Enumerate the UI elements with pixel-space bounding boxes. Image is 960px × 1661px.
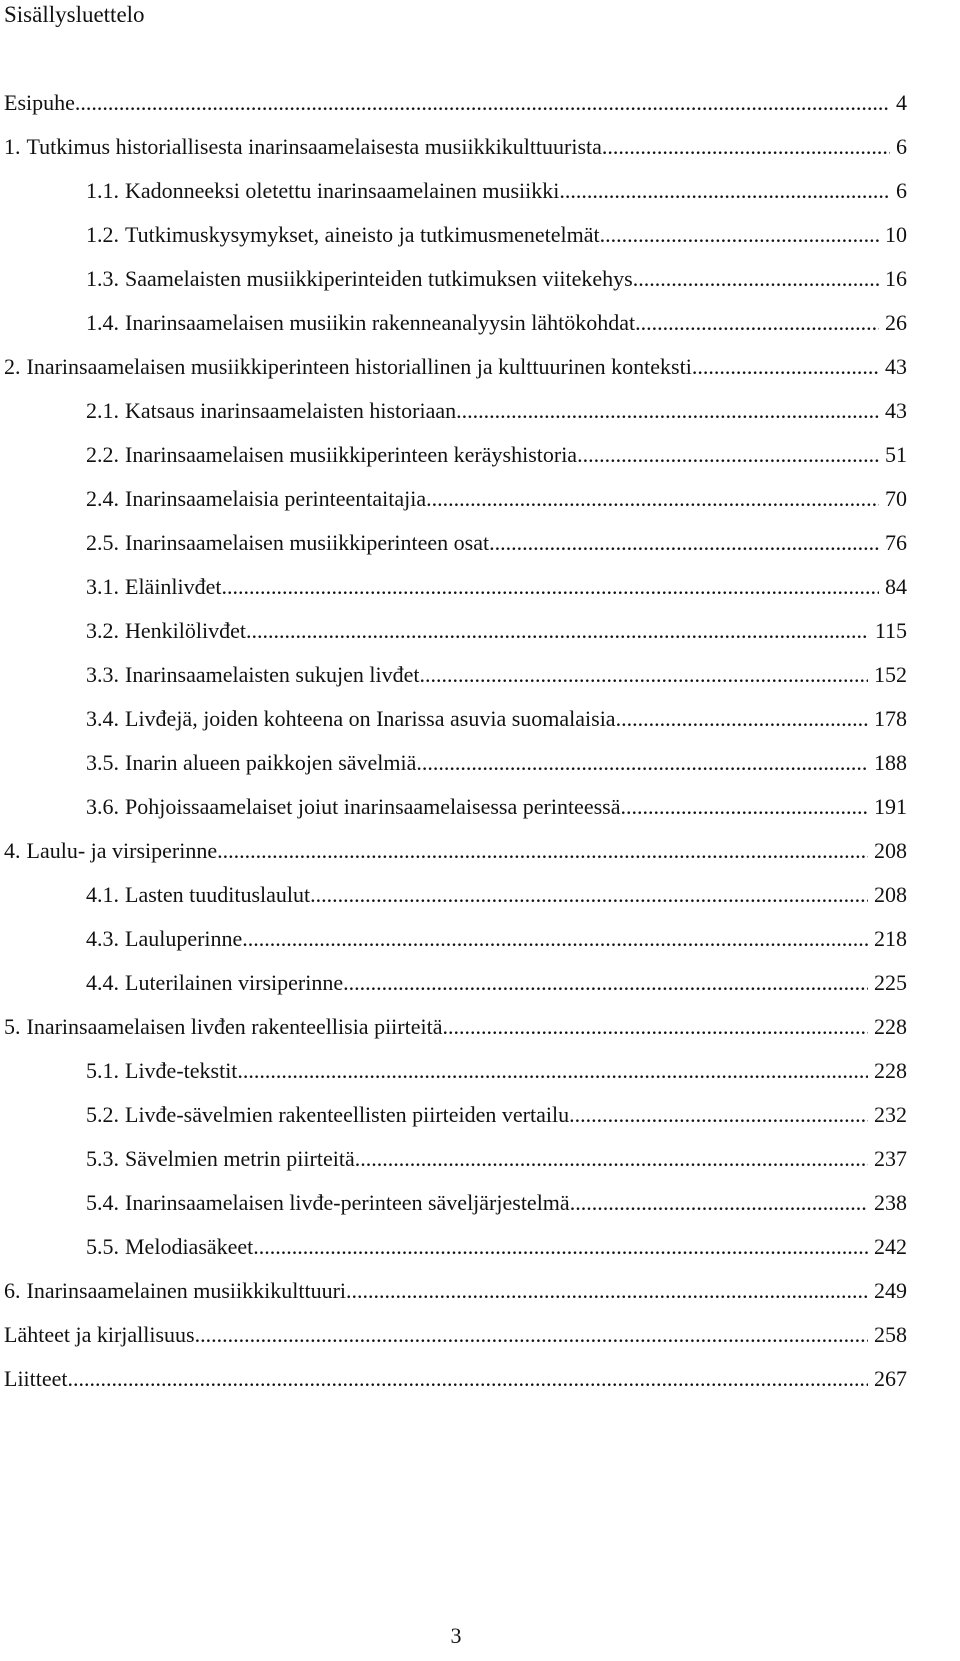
toc-entry-number: 3.3. xyxy=(86,662,119,687)
toc-entry-page: 237 xyxy=(874,1146,907,1171)
toc-entry-number: 2.1. xyxy=(86,398,119,423)
toc-entry[interactable] xyxy=(4,616,907,660)
toc-entry[interactable] xyxy=(4,1320,907,1364)
toc-entry-page: 43 xyxy=(885,398,907,423)
dot-leader xyxy=(456,396,879,426)
toc-entry-page: 191 xyxy=(874,794,907,819)
toc-entry-page: 10 xyxy=(885,222,907,247)
toc-entry-number: 6. xyxy=(4,1278,21,1303)
dot-leader xyxy=(577,440,879,470)
toc-entry-title: Tutkimus historiallisesta inarinsaamelaisesta musiikkikulttuurista xyxy=(26,134,602,159)
toc-entry-page: 178 xyxy=(874,706,907,731)
toc-entry-title: Kadonneeksi oletettu inarinsaamelainen musiikki xyxy=(125,178,560,203)
dot-leader xyxy=(222,572,879,602)
toc-entry-page: 70 xyxy=(885,486,907,511)
toc-entry-number: 5.2. xyxy=(86,1102,119,1127)
toc-entry-page: 115 xyxy=(874,618,907,643)
toc-entry[interactable] xyxy=(4,484,907,528)
toc-entry[interactable] xyxy=(4,1012,907,1056)
toc-entry-title: Inarinsaamelaisen musiikin rakenneanalyysin lähtökohdat xyxy=(125,310,636,335)
toc-entry-title: Lähteet ja kirjallisuus xyxy=(4,1322,195,1347)
dot-leader xyxy=(426,484,879,514)
toc-entry-number: 1.1. xyxy=(86,178,119,203)
toc-entry[interactable] xyxy=(4,440,907,484)
toc-entry-title: Livđejä, joiden kohteena on Inarissa asuvia suomalaisia xyxy=(125,706,616,731)
dot-leader xyxy=(68,1364,868,1394)
toc-entry[interactable] xyxy=(4,660,907,704)
dot-leader xyxy=(419,660,868,690)
page-title: Sisällysluettelo xyxy=(4,2,145,27)
toc-entry-title: Luterilainen virsiperinne xyxy=(125,970,344,995)
toc-entry[interactable] xyxy=(4,352,907,396)
toc-entry-title: Henkilölivđet xyxy=(125,618,246,643)
toc-entry[interactable] xyxy=(4,176,907,220)
toc-entry-page: 258 xyxy=(874,1322,907,1347)
toc-entry[interactable] xyxy=(4,396,907,440)
dot-leader xyxy=(633,264,879,294)
dot-leader xyxy=(616,704,868,734)
toc-entry[interactable] xyxy=(4,88,907,132)
dot-leader xyxy=(600,220,879,250)
toc-entry-page: 249 xyxy=(874,1278,907,1303)
page-number: 3 xyxy=(450,1623,462,1648)
dot-leader xyxy=(310,880,868,910)
toc-entry-number: 3.2. xyxy=(86,618,119,643)
toc-entry-number: 4.4. xyxy=(86,970,119,995)
dot-leader xyxy=(692,352,879,382)
toc-entry[interactable] xyxy=(4,1100,907,1144)
toc-entry-page: 6 xyxy=(896,178,907,203)
toc-entry[interactable] xyxy=(4,704,907,748)
toc-entry-number: 2. xyxy=(4,354,21,379)
toc-entry[interactable] xyxy=(4,1188,907,1232)
toc-entry-number: 1. xyxy=(4,134,21,159)
toc-entry-page: 26 xyxy=(885,310,907,335)
dot-leader xyxy=(635,308,879,338)
toc-entry-page: 238 xyxy=(874,1190,907,1215)
toc-entry-number: 1.4. xyxy=(86,310,119,335)
toc-entry-page: 16 xyxy=(885,266,907,291)
toc-entry-title: Melodiasäkeet xyxy=(125,1234,254,1259)
toc-entry-number: 4.1. xyxy=(86,882,119,907)
toc-entry-title: Katsaus inarinsaamelaisten historiaan xyxy=(125,398,457,423)
toc-entry-title: Pohjoissaamelaiset joiut inarinsaamelaisessa perinteessä xyxy=(125,794,621,819)
toc-entry[interactable] xyxy=(4,220,907,264)
toc-entry-number: 1.2. xyxy=(86,222,119,247)
toc-entry-number: 1.3. xyxy=(86,266,119,291)
toc-entry-title: Inarinsaamelaisten sukujen livđet xyxy=(125,662,420,687)
table-of-contents xyxy=(4,88,907,1408)
toc-entry-number: 3.5. xyxy=(86,750,119,775)
dot-leader xyxy=(569,1100,868,1130)
toc-entry-title: Inarinsaamelaisen musiikkiperinteen historiallinen ja kulttuurinen konteksti xyxy=(26,354,692,379)
toc-entry[interactable] xyxy=(4,1232,907,1276)
toc-entry-number: 5.4. xyxy=(86,1190,119,1215)
toc-entry-title: Esipuhe xyxy=(4,90,75,115)
toc-entry[interactable] xyxy=(4,924,907,968)
toc-entry-page: 4 xyxy=(896,90,907,115)
toc-entry-page: 228 xyxy=(874,1014,907,1039)
toc-entry-page: 228 xyxy=(874,1058,907,1083)
toc-entry[interactable] xyxy=(4,308,907,352)
toc-entry[interactable] xyxy=(4,792,907,836)
dot-leader xyxy=(343,968,868,998)
toc-entry-title: Inarinsaamelaisia perinteentaitajia xyxy=(125,486,427,511)
toc-entry-number: 4. xyxy=(4,838,21,863)
toc-entry-number: 2.4. xyxy=(86,486,119,511)
toc-entry-title: Lauluperinne xyxy=(125,926,243,951)
toc-entry[interactable] xyxy=(4,836,907,880)
toc-entry-title: Eläinlivđet xyxy=(125,574,222,599)
toc-entry-number: 3.4. xyxy=(86,706,119,731)
toc-entry-page: 267 xyxy=(874,1366,907,1391)
dot-leader xyxy=(246,616,869,646)
toc-entry-number: 2.5. xyxy=(86,530,119,555)
dot-leader xyxy=(443,1012,869,1042)
toc-entry[interactable] xyxy=(4,528,907,572)
dot-leader xyxy=(195,1320,868,1350)
dot-leader xyxy=(253,1232,868,1262)
toc-entry[interactable] xyxy=(4,264,907,308)
toc-entry-page: 84 xyxy=(885,574,907,599)
toc-entry-number: 5. xyxy=(4,1014,21,1039)
dot-leader xyxy=(217,836,868,866)
toc-entry-title: Livđe-sävelmien rakenteellisten piirteiden vertailu xyxy=(125,1102,570,1127)
toc-entry[interactable] xyxy=(4,880,907,924)
toc-entry-title: Inarinsaamelaisen musiikkiperinteen keräyshistoria xyxy=(125,442,578,467)
toc-entry-page: 76 xyxy=(885,530,907,555)
toc-entry-page: 152 xyxy=(874,662,907,687)
toc-entry-title: Inarinsaamelainen musiikkikulttuuri xyxy=(26,1278,347,1303)
toc-entry-title: Liitteet xyxy=(4,1366,68,1391)
toc-entry-title: Saamelaisten musiikkiperinteiden tutkimuksen viitekehys xyxy=(125,266,633,291)
dot-leader xyxy=(237,1056,868,1086)
toc-entry-title: Inarinsaamelaisen livđen rakenteellisia piirteitä xyxy=(26,1014,443,1039)
toc-entry-page: 208 xyxy=(874,838,907,863)
dot-leader xyxy=(355,1144,868,1174)
toc-entry[interactable] xyxy=(4,572,907,616)
dot-leader xyxy=(570,1188,868,1218)
toc-entry-title: Inarinsaamelaisen musiikkiperinteen osat xyxy=(125,530,490,555)
dot-leader xyxy=(559,176,890,206)
toc-entry[interactable] xyxy=(4,132,907,176)
dot-leader xyxy=(620,792,868,822)
toc-entry-number: 3.1. xyxy=(86,574,119,599)
toc-entry-number: 5.5. xyxy=(86,1234,119,1259)
toc-entry-title: Sävelmien metrin piirteitä xyxy=(125,1146,355,1171)
toc-entry-page: 188 xyxy=(874,750,907,775)
toc-entry-page: 43 xyxy=(885,354,907,379)
toc-entry-number: 4.3. xyxy=(86,926,119,951)
toc-entry-title: Laulu- ja virsiperinne xyxy=(26,838,218,863)
dot-leader xyxy=(602,132,890,162)
toc-entry-number: 5.1. xyxy=(86,1058,119,1083)
toc-entry[interactable] xyxy=(4,1144,907,1188)
toc-entry-page: 208 xyxy=(874,882,907,907)
toc-entry-number: 5.3. xyxy=(86,1146,119,1171)
toc-entry-title: Inarinsaamelaisen livđe-perinteen säveljärjestelmä xyxy=(125,1190,570,1215)
toc-entry-page: 51 xyxy=(885,442,907,467)
toc-entry-title: Tutkimuskysymykset, aineisto ja tutkimusmenetelmät xyxy=(125,222,600,247)
toc-entry-page: 242 xyxy=(874,1234,907,1259)
dot-leader xyxy=(75,88,890,118)
toc-entry[interactable] xyxy=(4,1276,907,1320)
dot-leader xyxy=(489,528,879,558)
toc-entry-page: 225 xyxy=(874,970,907,995)
toc-entry-page: 218 xyxy=(874,926,907,951)
toc-entry-title: Lasten tuudituslaulut xyxy=(125,882,311,907)
toc-entry[interactable] xyxy=(4,1056,907,1100)
toc-entry[interactable] xyxy=(4,748,907,792)
toc-entry[interactable] xyxy=(4,968,907,1012)
toc-entry[interactable] xyxy=(4,1364,907,1408)
dot-leader xyxy=(346,1276,868,1306)
toc-entry-title: Inarin alueen paikkojen sävelmiä xyxy=(125,750,417,775)
toc-entry-page: 6 xyxy=(896,134,907,159)
dot-leader xyxy=(416,748,868,778)
dot-leader xyxy=(242,924,868,954)
toc-entry-number: 3.6. xyxy=(86,794,119,819)
toc-entry-page: 232 xyxy=(874,1102,907,1127)
toc-entry-number: 2.2. xyxy=(86,442,119,467)
toc-entry-title: Livđe-tekstit xyxy=(125,1058,238,1083)
